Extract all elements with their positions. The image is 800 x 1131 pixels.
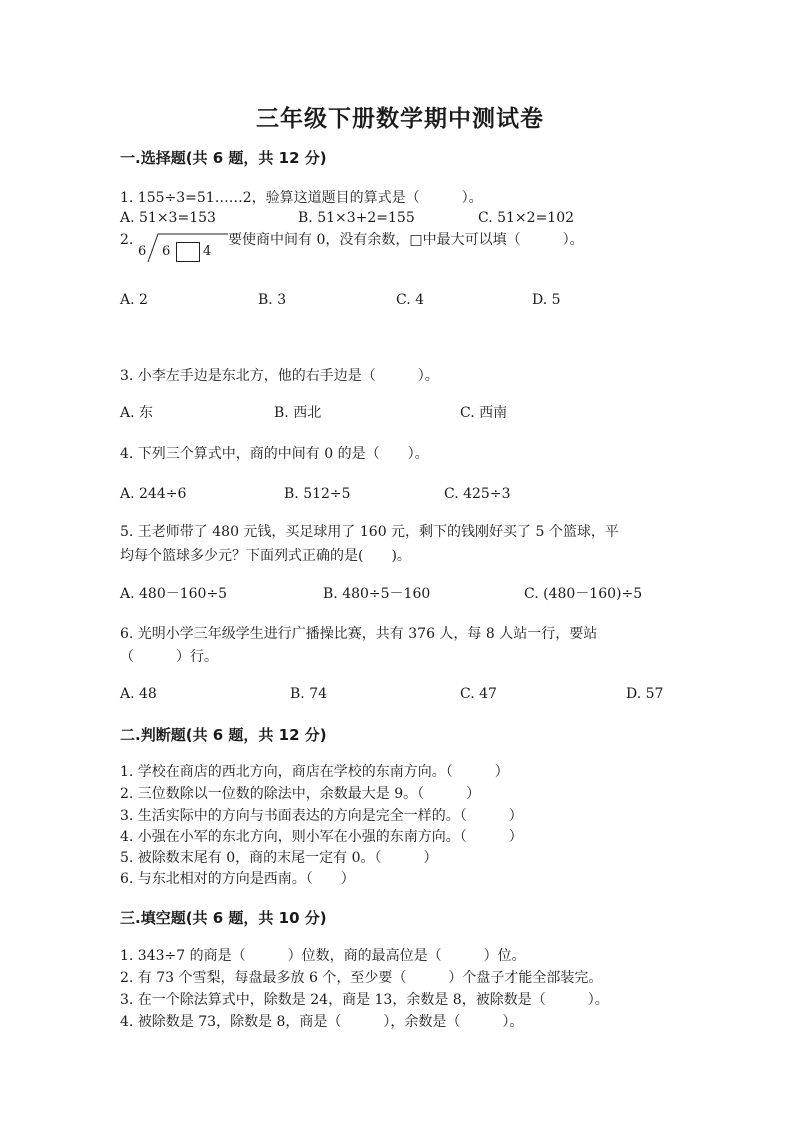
- section-heading-fill: 三.填空题(共 6 题，共 10 分): [120, 909, 327, 927]
- question-2-number: 2.: [120, 232, 134, 248]
- q4-option-c: C. 425÷3: [444, 486, 511, 502]
- q5-option-c: C. (480－160)÷5: [524, 586, 643, 602]
- question-3-text: 3. 小李左手边是东北方，他的右手边是（ ）。: [120, 368, 439, 384]
- division-dividend-first: 6: [162, 244, 171, 259]
- section-heading-choice: 一.选择题(共 6 题，共 12 分): [120, 149, 327, 167]
- question-6-text-line2: （ ）行。: [120, 649, 218, 665]
- q5-option-a: A. 480－160÷5: [120, 586, 228, 602]
- judgement-item: 4. 小强在小军的东北方向，则小军在小强的东南方向。（ ）: [120, 829, 523, 845]
- fill-item: 1. 343÷7 的商是（ ）位数，商的最高位是（ ）位。: [120, 948, 526, 964]
- q3-option-a: A. 东: [120, 405, 154, 421]
- q2-option-d: D. 5: [532, 292, 561, 308]
- blank-box: [176, 242, 200, 262]
- judgement-item: 2. 三位数除以一位数的除法中，余数最大是 9。（ ）: [120, 786, 481, 802]
- section-heading-judgement: 二.判断题(共 6 题，共 12 分): [120, 726, 327, 744]
- fill-item: 2. 有 73 个雪梨，每盘最多放 6 个，至少要（ ）个盘子才能全部装完。: [120, 970, 603, 986]
- fill-item: 4. 被除数是 73，除数是 8，商是（ ），余数是（ ）。: [120, 1014, 524, 1030]
- question-5-text-line1: 5. 王老师带了 480 元钱，买足球用了 160 元，剩下的钱刚好买了 5 个篮球，平: [120, 524, 619, 540]
- q2-option-c: C. 4: [396, 292, 425, 308]
- question-5-text-line2: 均每个篮球多少元？下面列式正确的是( )。: [120, 548, 411, 564]
- q6-option-c: C. 47: [460, 686, 497, 702]
- judgement-item: 6. 与东北相对的方向是西南。（ ）: [120, 871, 355, 887]
- q2-option-a: A. 2: [120, 292, 148, 308]
- question-4-text: 4. 下列三个算式中，商的中间有 0 的是（ ）。: [120, 446, 429, 462]
- page-title: 三年级下册数学期中测试卷: [256, 105, 544, 132]
- judgement-item: 3. 生活实际中的方向与书面表达的方向是完全一样的。（ ）: [120, 808, 523, 824]
- q2-option-b: B. 3: [258, 292, 287, 308]
- judgement-item: 1. 学校在商店的西北方向，商店在学校的东南方向。（ ）: [120, 764, 509, 780]
- question-1-text: 1. 155÷3=51……2，验算这道题目的算式是（ ）。: [120, 190, 483, 206]
- q4-option-a: A. 244÷6: [120, 486, 187, 502]
- judgement-item: 5. 被除数末尾有 0，商的末尾一定有 0。（ ）: [120, 850, 438, 866]
- q3-option-b: B. 西北: [274, 405, 322, 421]
- q6-option-d: D. 57: [626, 686, 664, 702]
- division-divisor: 6: [138, 244, 147, 259]
- fill-item: 3. 在一个除法算式中，除数是 24，商是 13，余数是 8，被除数是（ ）。: [120, 992, 609, 1008]
- division-dividend-last: 4: [203, 244, 212, 259]
- q1-option-b: B. 51×3+2=155: [298, 210, 415, 226]
- q1-option-c: C. 51×2=102: [478, 210, 575, 226]
- q6-option-b: B. 74: [290, 686, 328, 702]
- question-6-text-line1: 6. 光明小学三年级学生进行广播操比赛，共有 376 人，每 8 人站一行，要站: [120, 626, 598, 642]
- q6-option-a: A. 48: [120, 686, 157, 702]
- q5-option-b: B. 480÷5－160: [323, 586, 431, 602]
- question-2-text: 要使商中间有 0，没有余数，□中最大可以填（ ）。: [228, 232, 584, 248]
- q1-option-a: A. 51×3=153: [120, 210, 216, 226]
- q4-option-b: B. 512÷5: [284, 486, 351, 502]
- long-division-figure: [136, 232, 228, 266]
- q3-option-c: C. 西南: [460, 405, 508, 421]
